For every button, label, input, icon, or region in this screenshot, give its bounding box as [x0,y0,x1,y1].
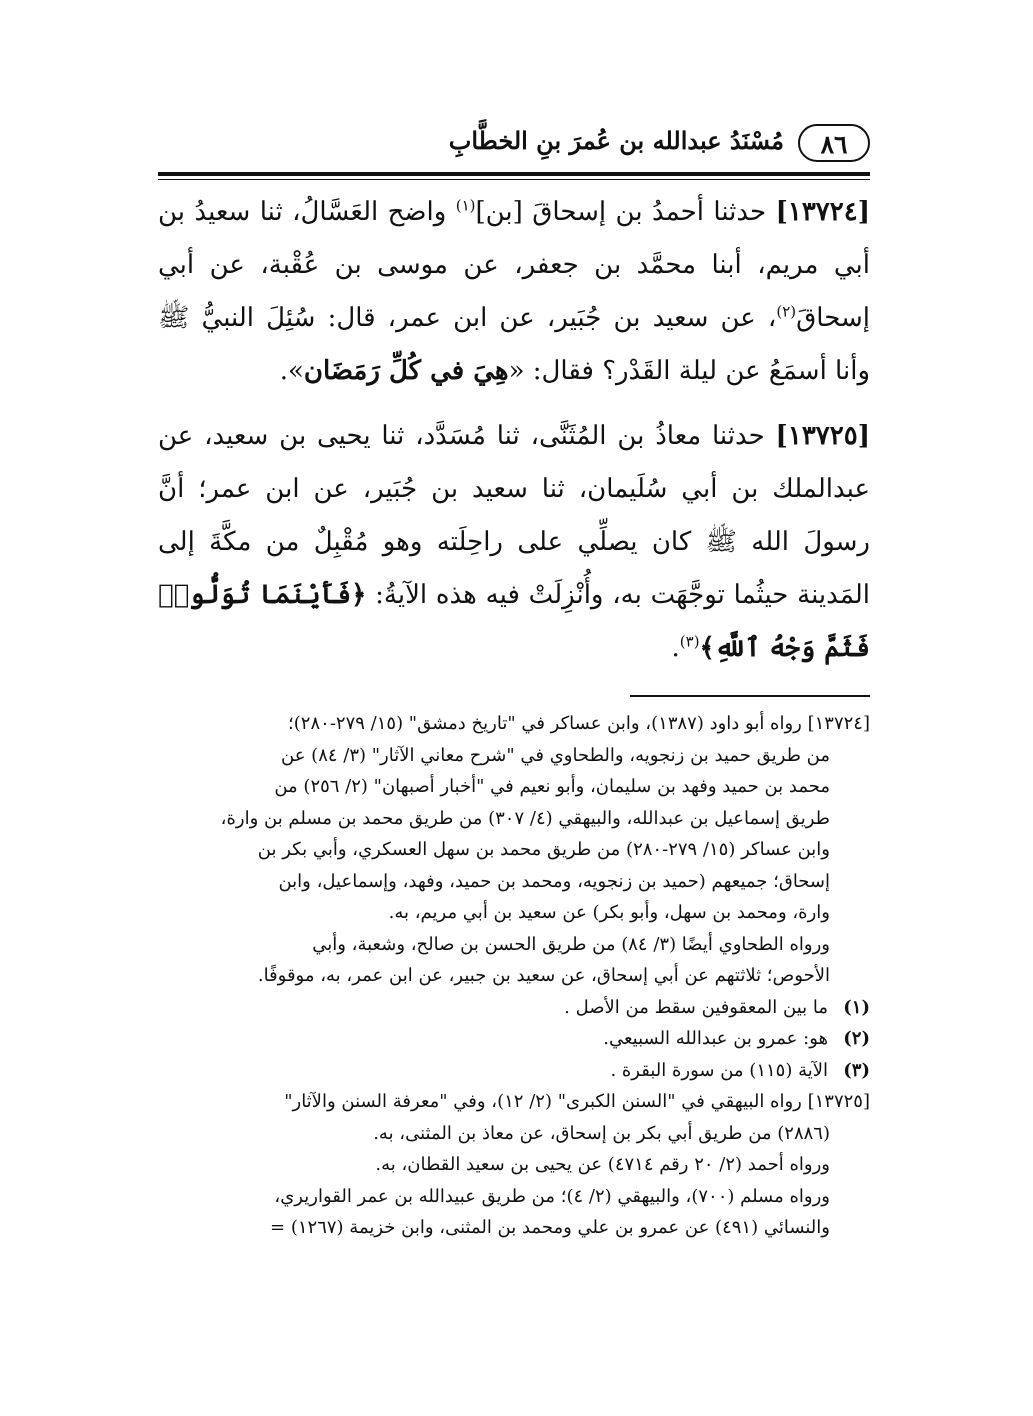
hadith-text: حدثنا معاذُ بن المُثَنَّى، ثنا مُسَدَّد، ثنا يحيى بن سعيد، عن عبدالملك بن أبي سُلَيمان، ثنا سعيد بن جُبَير، عن ابن عمر؛ أنَّ رسولَ الله ﷺ كان يصلِّي على راحِلَته وهو مُقْبِلٌ من مكَّةَ إلى المَدينة حيثُما توجَّهَت به، وأُنْزِلَتْ فيه هذه الآيةُ: [158,421,870,610]
hadith-number: [١٣٧٢٥] [775,421,870,451]
hadith-text: واضح العَسَّالُ، ثنا سعيدُ بن أبي مريم، أبنا محمَّد بن جعفر، عن موسى بن عُقْبة، عن أبي إسحاقَ [158,197,870,333]
page-header [158,122,870,168]
hadith-13725 [158,410,870,675]
footnote-number: (١) [843,996,870,1018]
hadith-13724 [158,186,870,398]
page-number: ٨٦ [798,124,870,162]
main-text [158,186,870,687]
header-rule-thin [158,179,870,180]
hadith-text: ، عن سعيد بن جُبَير، عن ابن عمر، قال: سُئِلَ النبيُّ ﷺ وأنا أسمَعُ عن ليلة القَدْر؟ فقال: « [158,303,870,386]
footnote-marker: (١) [455,196,476,215]
hadith-text: حدثنا أحمدُ بن إسحاقَ [بن] [475,197,767,227]
footnote-separator [630,695,870,697]
hadith-number: [١٣٧٢٤] [775,197,871,227]
footnotes [158,708,870,1244]
footnote-marker: (٣) [679,632,700,651]
takhrij-line: (٢٨٨٦) من طريق أبي بكر بن إسحاق، عن معاذ بن المثنى، به. [373,1122,830,1144]
footnote-text: هو: عمرو بن عبدالله السبيعي. [603,1028,828,1049]
takhrij-line: [١٣٧٢٤] رواه أبو داود (١٣٨٧)، وابن عساكر في "تاريخ دمشق" (١٥/ ٢٧٩-٢٨٠)؛ [288,713,870,734]
footnote-marker: (٢) [776,302,797,321]
header-rule-thick [158,172,870,176]
footnote-number: (٢) [843,1028,870,1049]
takhrij-line: ورواه الطحاوي أيضًا (٣/ ٨٤) من طريق الحسن بن صالح، وشعبة، وأبي [312,933,830,955]
takhrij-line: وابن عساكر (١٥/ ٢٧٩-٢٨٠) من طريق محمد بن سهل العسكري، وأبي بكر بن [257,839,830,860]
footnote-number: (٣) [843,1059,870,1081]
running-title: مُسْنَدُ عبدالله بن عُمرَ بنِ الخطَّابِ [448,126,784,155]
quran-verse: ﴿فَأَيْنَمَا تُوَلُّوا۟ فَثَمَّ وَجْهُ ٱللَّهِ﴾ [158,580,870,663]
footnote-text: الآية (١١٥) من سورة البقرة . [610,1059,828,1081]
takhrij-line: والنسائي (٤٩١) عن عمرو بن علي ومحمد بن المثنى، وابن خزيمة (١٢٦٧) = [270,1217,830,1238]
prophet-answer: هِيَ في كُلِّ رَمَضَان [303,356,509,386]
hadith-text: ». [279,356,304,386]
takhrij-line: محمد بن حميد وفهد بن سليمان، وأبو نعيم في "أخبار أصبهان" (٢/ ٢٥٦) من [274,776,830,797]
takhrij-line: ورواه مسلم (٧٠٠)، والبيهقي (٢/ ٤)؛ من طريق عبيدالله بن عمر القواريري، [274,1185,830,1207]
footnote-text: ما بين المعقوفين سقط من الأصل . [564,996,828,1018]
takhrij-line: وارة، ومحمد بن سهل، وأبو بكر) عن سعيد بن أبي مريم، به. [388,902,830,923]
footnote-1 [158,992,870,1024]
hadith-text: . [671,633,680,663]
takhrij-line: إسحاق؛ جميعهم (حميد بن زنجويه، ومحمد بن حميد، وفهد، وإسماعيل، وابن [278,870,830,892]
takhrij-line: ورواه أحمد (٢/ ٢٠ رقم ٤٧١٤) عن يحيى بن سعيد القطان، به. [375,1154,830,1175]
takhrij-line: طريق إسماعيل بن عبدالله، والبيهقي (٤/ ٣٠٧) من طريق محمد بن مسلم بن وارة، [220,807,830,829]
takhrij-line: من طريق حميد بن زنجويه، والطحاوي في "شرح معاني الآثار" (٣/ ٨٤) عن [281,744,830,766]
takhrij-line: [١٣٧٢٥] رواه البيهقي في "السنن الكبرى" (٢/ ١٢)، وفي "معرفة السنن والآثار" [284,1091,870,1112]
footnote-3 [158,1055,870,1087]
takhrij-line: الأحوص؛ ثلاثتهم عن أبي إسحاق، عن سعيد بن جبير، عن ابن عمر، به، موقوفًا. [257,965,830,986]
footnote-2 [158,1023,870,1055]
